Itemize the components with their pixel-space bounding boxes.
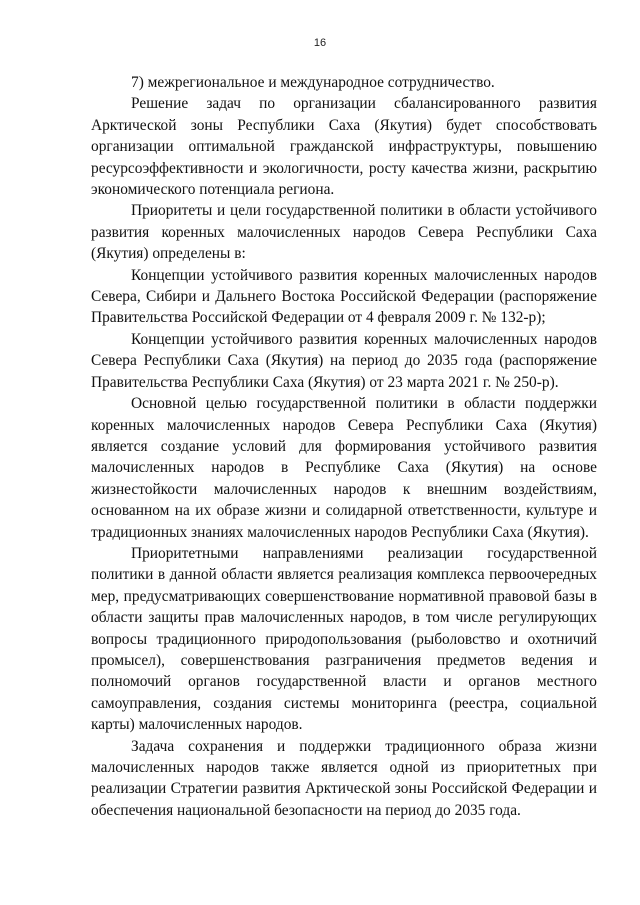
- paragraph-priorities-intro: Приоритеты и цели государственной политики в области устойчивого развития коренных малочисленных народов Севера Республики Саха (Якутия) определены в:: [91, 202, 597, 263]
- document-body: [91, 72, 597, 821]
- page-number: 16: [313, 37, 327, 49]
- paragraph-traditional-lifestyle: Задача сохранения и поддержки традиционного образа жизни малочисленных народов также является одной из приоритетных при реализации Стратегии развития Арктической зоны Российской Федерации и обеспечения национальной безопасности на период до 2035 года.: [91, 737, 597, 819]
- paragraph-priority-directions: Приоритетными направлениями реализации государственной политики в данной области является реализация комплекса первоочередных мер, предусматривающих совершенствование нормативной правовой базы в области защиты прав малочисленных народов, в том числе регулирующих вопросы традиционного природопользования (рыболовство и охотничий промысел), совершенствования разграничения предметов ведения и полномочий органов государственной власти и органов местного самоуправления, создания системы мониторинга (реестра, социальной карты) малочисленных народов.: [91, 544, 597, 734]
- paragraph-regional-concept: Концепции устойчивого развития коренных малочисленных народов Севера Республики Саха (Якутия) на период до 2035 года (распоряжение Правительства Республики Саха (Якутия) от 23 марта 2021 г. № 250-р).: [91, 330, 597, 391]
- paragraph-federal-concept: Концепции устойчивого развития коренных малочисленных народов Севера, Сибири и Дальнего Востока Российской Федерации (распоряжение Правительства Российской Федерации от 4 февраля 2009 г. № 132-р);: [91, 266, 597, 327]
- paragraph-main-goal: Основной целью государственной политики в области поддержки коренных малочисленных народов Севера Республики Саха (Якутия) является создание условий для формирования устойчивого развития малочисленных народов в Республике Саха (Якутия) на основе жизнестойкости малочисленных народов к внешним воздействиям, основанном на их образе жизни и солидарной ответственности, культуре и традиционных знаниях малочисленных народов Республики Саха (Якутия).: [91, 395, 597, 541]
- list-item-7: 7) межрегиональное и международное сотрудничество.: [131, 74, 495, 91]
- paragraph-arctic-zone-tasks: Решение задач по организации сбалансированного развития Арктической зоны Республики Саха (Якутия) будет способствовать организации оптимальной гражданской инфраструктуры, повышению ресурсоэффективности и экологичности, росту качества жизни, раскрытию экономического потенциала региона.: [91, 95, 597, 199]
